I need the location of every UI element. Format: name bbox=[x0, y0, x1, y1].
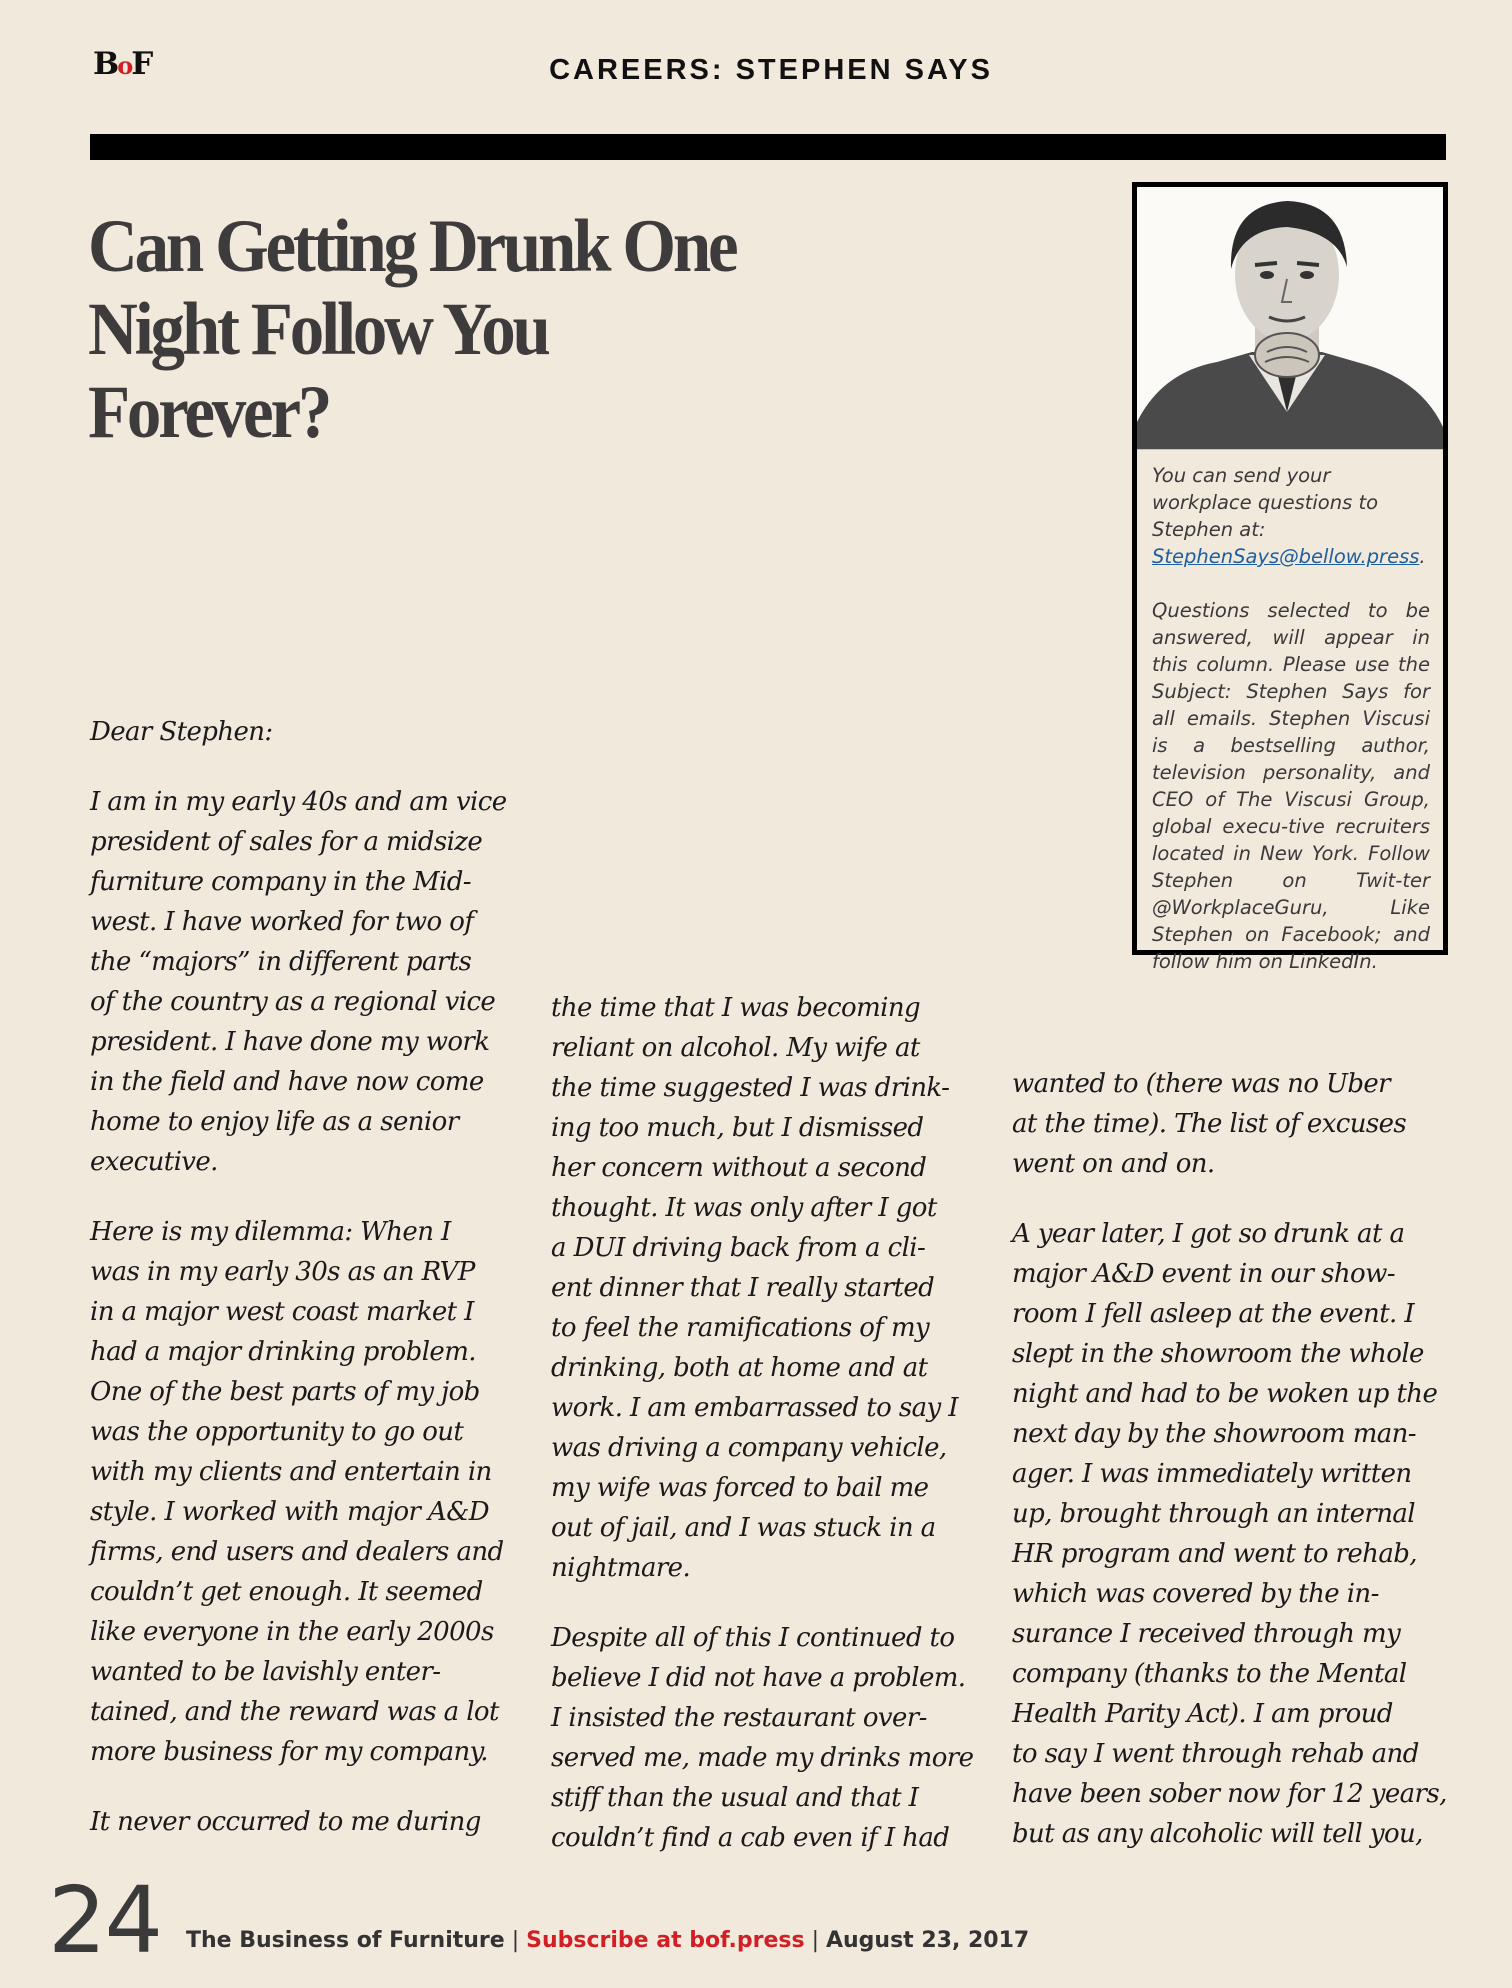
text-line: had a major drinking problem. bbox=[90, 1337, 476, 1367]
page-number: 24 bbox=[48, 1867, 162, 1974]
text-line: Health Parity Act). I am proud bbox=[1012, 1699, 1393, 1729]
text-line: was driving a company vehicle, bbox=[551, 1433, 947, 1463]
text-line: went on and on. bbox=[1012, 1149, 1215, 1179]
text-line: to feel the ramifications of my bbox=[551, 1313, 930, 1343]
text-line: executive. bbox=[90, 1147, 218, 1177]
text-line: of the country as a regional vice bbox=[90, 987, 496, 1017]
text-line: a DUI driving back from a cli- bbox=[551, 1233, 926, 1263]
text-line: in the field and have now come bbox=[90, 1067, 484, 1097]
sidebar-bio: Questions selected to be answered, will appear in this column. Please use the Subject: Stephen Says for all emails. Stephen Viscusi is a bestselling author, television personality, and CEO of The Viscusi Group, global execu-tive recruiters located in New York. Follow Stephen on Twit-ter @WorkplaceGuru, Like Stephen on Facebook; and follow him on LinkedIn. bbox=[1152, 599, 1430, 973]
text-line: ent dinner that I really started bbox=[551, 1273, 935, 1303]
text-line: wanted to (there was no Uber bbox=[1012, 1069, 1391, 1099]
text-line: style. I worked with major A&D bbox=[90, 1497, 489, 1527]
footer-line bbox=[186, 1928, 1029, 1953]
text-line: night and had to be woken up the bbox=[1012, 1379, 1438, 1409]
paragraph bbox=[551, 988, 996, 1588]
text-line: out of jail, and I was stuck in a bbox=[551, 1513, 936, 1543]
section-title: CAREERS: STEPHEN SAYS bbox=[549, 54, 993, 86]
text-line: slept in the showroom the whole bbox=[1012, 1339, 1424, 1369]
footer-separator: | bbox=[811, 1928, 819, 1953]
text-line: couldn’t find a cab even if I had bbox=[551, 1823, 950, 1853]
text-line: drinking, both at home and at bbox=[551, 1353, 928, 1383]
text-line: room I fell asleep at the event. I bbox=[1012, 1299, 1415, 1329]
text-line: HR program and went to rehab, bbox=[1012, 1539, 1417, 1569]
text-line: home to enjoy life as a senior bbox=[90, 1107, 459, 1137]
paragraph bbox=[551, 1618, 996, 1858]
text-line: couldn’t get enough. It seemed bbox=[90, 1577, 483, 1607]
text-line: Despite all of this I continued to bbox=[551, 1623, 955, 1653]
article-column-3 bbox=[1012, 1064, 1457, 1884]
text-line: her concern without a second bbox=[551, 1153, 927, 1183]
text-line: president. I have done my work bbox=[90, 1027, 490, 1057]
text-line: believe I did not have a problem. bbox=[551, 1663, 966, 1693]
email-suffix: . bbox=[1419, 545, 1426, 568]
paragraph bbox=[90, 782, 535, 1182]
subscribe-link[interactable]: Subscribe at bof.press bbox=[526, 1928, 805, 1953]
text-line: stiff than the usual and that I bbox=[551, 1783, 919, 1813]
text-line: nightmare. bbox=[551, 1553, 691, 1583]
author-sidebar bbox=[1132, 182, 1448, 973]
sidebar-intro-text: You can send your workplace questions to Stephen at: bbox=[1152, 464, 1379, 541]
text-line: the time that I was becoming bbox=[551, 993, 921, 1023]
text-line: tained, and the reward was a lot bbox=[90, 1697, 499, 1727]
text-line: at the time). The list of excuses bbox=[1012, 1109, 1407, 1139]
text-line: ing too much, but I dismissed bbox=[551, 1113, 924, 1143]
paragraph bbox=[90, 1212, 535, 1772]
footer-separator: | bbox=[511, 1928, 520, 1953]
text-line: company (thanks to the Mental bbox=[1012, 1659, 1407, 1689]
text-line: I am in my early 40s and am vice bbox=[90, 787, 507, 817]
article-column-2 bbox=[551, 988, 996, 1888]
text-line: to say I went through rehab and bbox=[1012, 1739, 1419, 1769]
issue-date: August 23, 2017 bbox=[825, 1928, 1030, 1953]
text-line: A year later, I got so drunk at a bbox=[1012, 1219, 1405, 1249]
text-line: work. I am embarrassed to say I bbox=[551, 1393, 958, 1423]
text-line: my wife was forced to bail me bbox=[551, 1473, 929, 1503]
text-line: Here is my dilemma: When I bbox=[90, 1217, 451, 1247]
headline-line-2: Night Follow You Forever? bbox=[88, 288, 548, 454]
text-line: One of the best parts of my job bbox=[90, 1377, 480, 1407]
paragraph bbox=[1012, 1064, 1457, 1184]
text-line: with my clients and entertain in bbox=[90, 1457, 492, 1487]
text-line: firms, end users and dealers and bbox=[90, 1537, 504, 1567]
author-portrait bbox=[1137, 187, 1443, 450]
text-line: was the opportunity to go out bbox=[90, 1417, 464, 1447]
text-line: the time suggested I was drink- bbox=[551, 1073, 950, 1103]
header-rule bbox=[90, 134, 1446, 160]
text-line: was in my early 30s as an RVP bbox=[90, 1257, 475, 1287]
text-line: up, brought through an internal bbox=[1012, 1499, 1415, 1529]
headline-line-1: Can Getting Drunk One bbox=[88, 205, 736, 288]
text-line: the “majors” in different parts bbox=[90, 947, 472, 977]
salutation: Dear Stephen: bbox=[90, 717, 273, 747]
text-line: next day by the showroom man- bbox=[1012, 1419, 1416, 1449]
paragraph bbox=[90, 1802, 535, 1842]
text-line: but as any alcoholic will tell you, bbox=[1012, 1819, 1423, 1849]
text-line: served me, made my drinks more bbox=[551, 1743, 974, 1773]
sidebar-intro bbox=[1152, 462, 1430, 570]
text-line: president of sales for a midsize bbox=[90, 827, 483, 857]
paragraph bbox=[1012, 1214, 1457, 1854]
text-line: have been sober now for 12 years, bbox=[1012, 1779, 1447, 1809]
text-line: reliant on alcohol. My wife at bbox=[551, 1033, 920, 1063]
text-line: furniture company in the Mid- bbox=[90, 867, 471, 897]
text-line: surance I received through my bbox=[1012, 1619, 1401, 1649]
text-line: west. I have worked for two of bbox=[90, 907, 474, 937]
text-line: I insisted the restaurant over- bbox=[551, 1703, 927, 1733]
text-line: like everyone in the early 2000s bbox=[90, 1617, 494, 1647]
publication-logo[interactable]: BoF bbox=[93, 46, 152, 82]
article-headline bbox=[88, 205, 787, 454]
text-line: in a major west coast market I bbox=[90, 1297, 474, 1327]
text-line: more business for my company. bbox=[90, 1737, 488, 1767]
article-column-1 bbox=[90, 712, 535, 1872]
publication-name: The Business of Furniture bbox=[186, 1928, 505, 1953]
text-line: thought. It was only after I got bbox=[551, 1193, 937, 1223]
text-line: wanted to be lavishly enter- bbox=[90, 1657, 441, 1687]
text-line: major A&D event in our show- bbox=[1012, 1259, 1395, 1289]
text-line: It never occurred to me during bbox=[90, 1807, 481, 1837]
text-line: ager. I was immediately written bbox=[1012, 1459, 1412, 1489]
email-link[interactable]: StephenSays@bellow.press bbox=[1152, 545, 1420, 568]
text-line: which was covered by the in- bbox=[1012, 1579, 1379, 1609]
